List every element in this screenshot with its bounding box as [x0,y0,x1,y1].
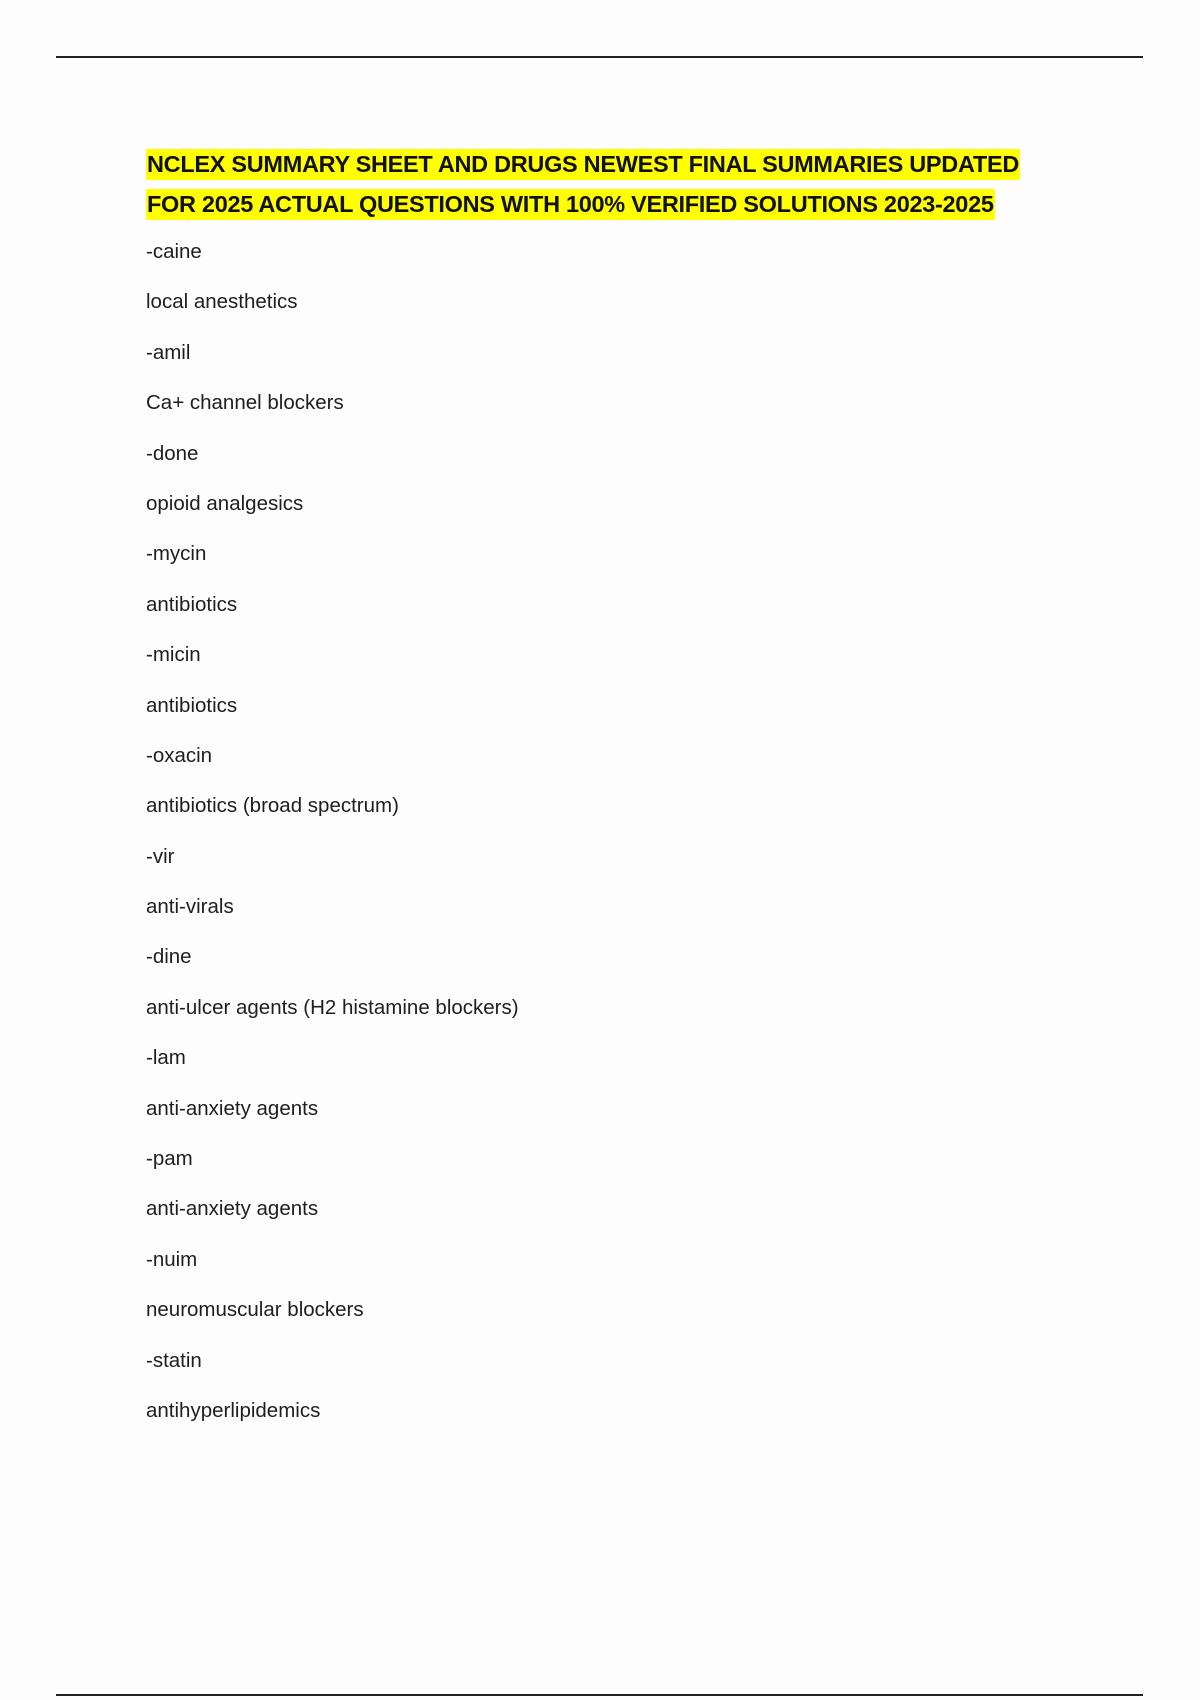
list-item: -dine [146,945,192,969]
list-item: antibiotics [146,592,238,616]
list-item: opioid analgesics [146,491,304,515]
list-item: -nuim [146,1247,198,1271]
list-item: -oxacin [146,743,213,767]
title-highlight: NCLEX SUMMARY SHEET AND DRUGS NEWEST FINAL SUMMARIES UPDATED FOR 2025 ACTUAL QUESTIONS WITH 100% VERIFIED SOLUTIONS 2023-2025 [146,149,1020,220]
document-content [146,144,1066,1447]
drug-suffix-list [146,238,1066,1447]
list-item: neuromuscular blockers [146,1298,364,1322]
list-item: antihyperlipidemics [146,1398,321,1422]
list-item: anti-ulcer agents (H2 histamine blockers) [146,995,519,1019]
list-item: anti-anxiety agents [146,1197,319,1221]
list-item: -caine [146,240,202,263]
list-item: -done [146,441,199,465]
document-title [146,144,1066,224]
list-item: antibiotics [146,693,238,717]
list-item: anti-anxiety agents [146,1096,319,1120]
list-item: anti-virals [146,895,234,919]
list-item: -lam [146,1046,186,1070]
list-item: -mycin [146,542,207,566]
list-item: -micin [146,643,201,667]
list-item: -amil [146,340,191,364]
header-rule [56,56,1143,58]
list-item: local anesthetics [146,290,298,314]
list-item: -statin [146,1348,202,1372]
footer-rule [56,1694,1143,1696]
list-item: antibiotics (broad spectrum) [146,794,399,818]
list-item: -vir [146,844,175,868]
list-item: -pam [146,1147,193,1171]
list-item: Ca+ channel blockers [146,391,344,415]
